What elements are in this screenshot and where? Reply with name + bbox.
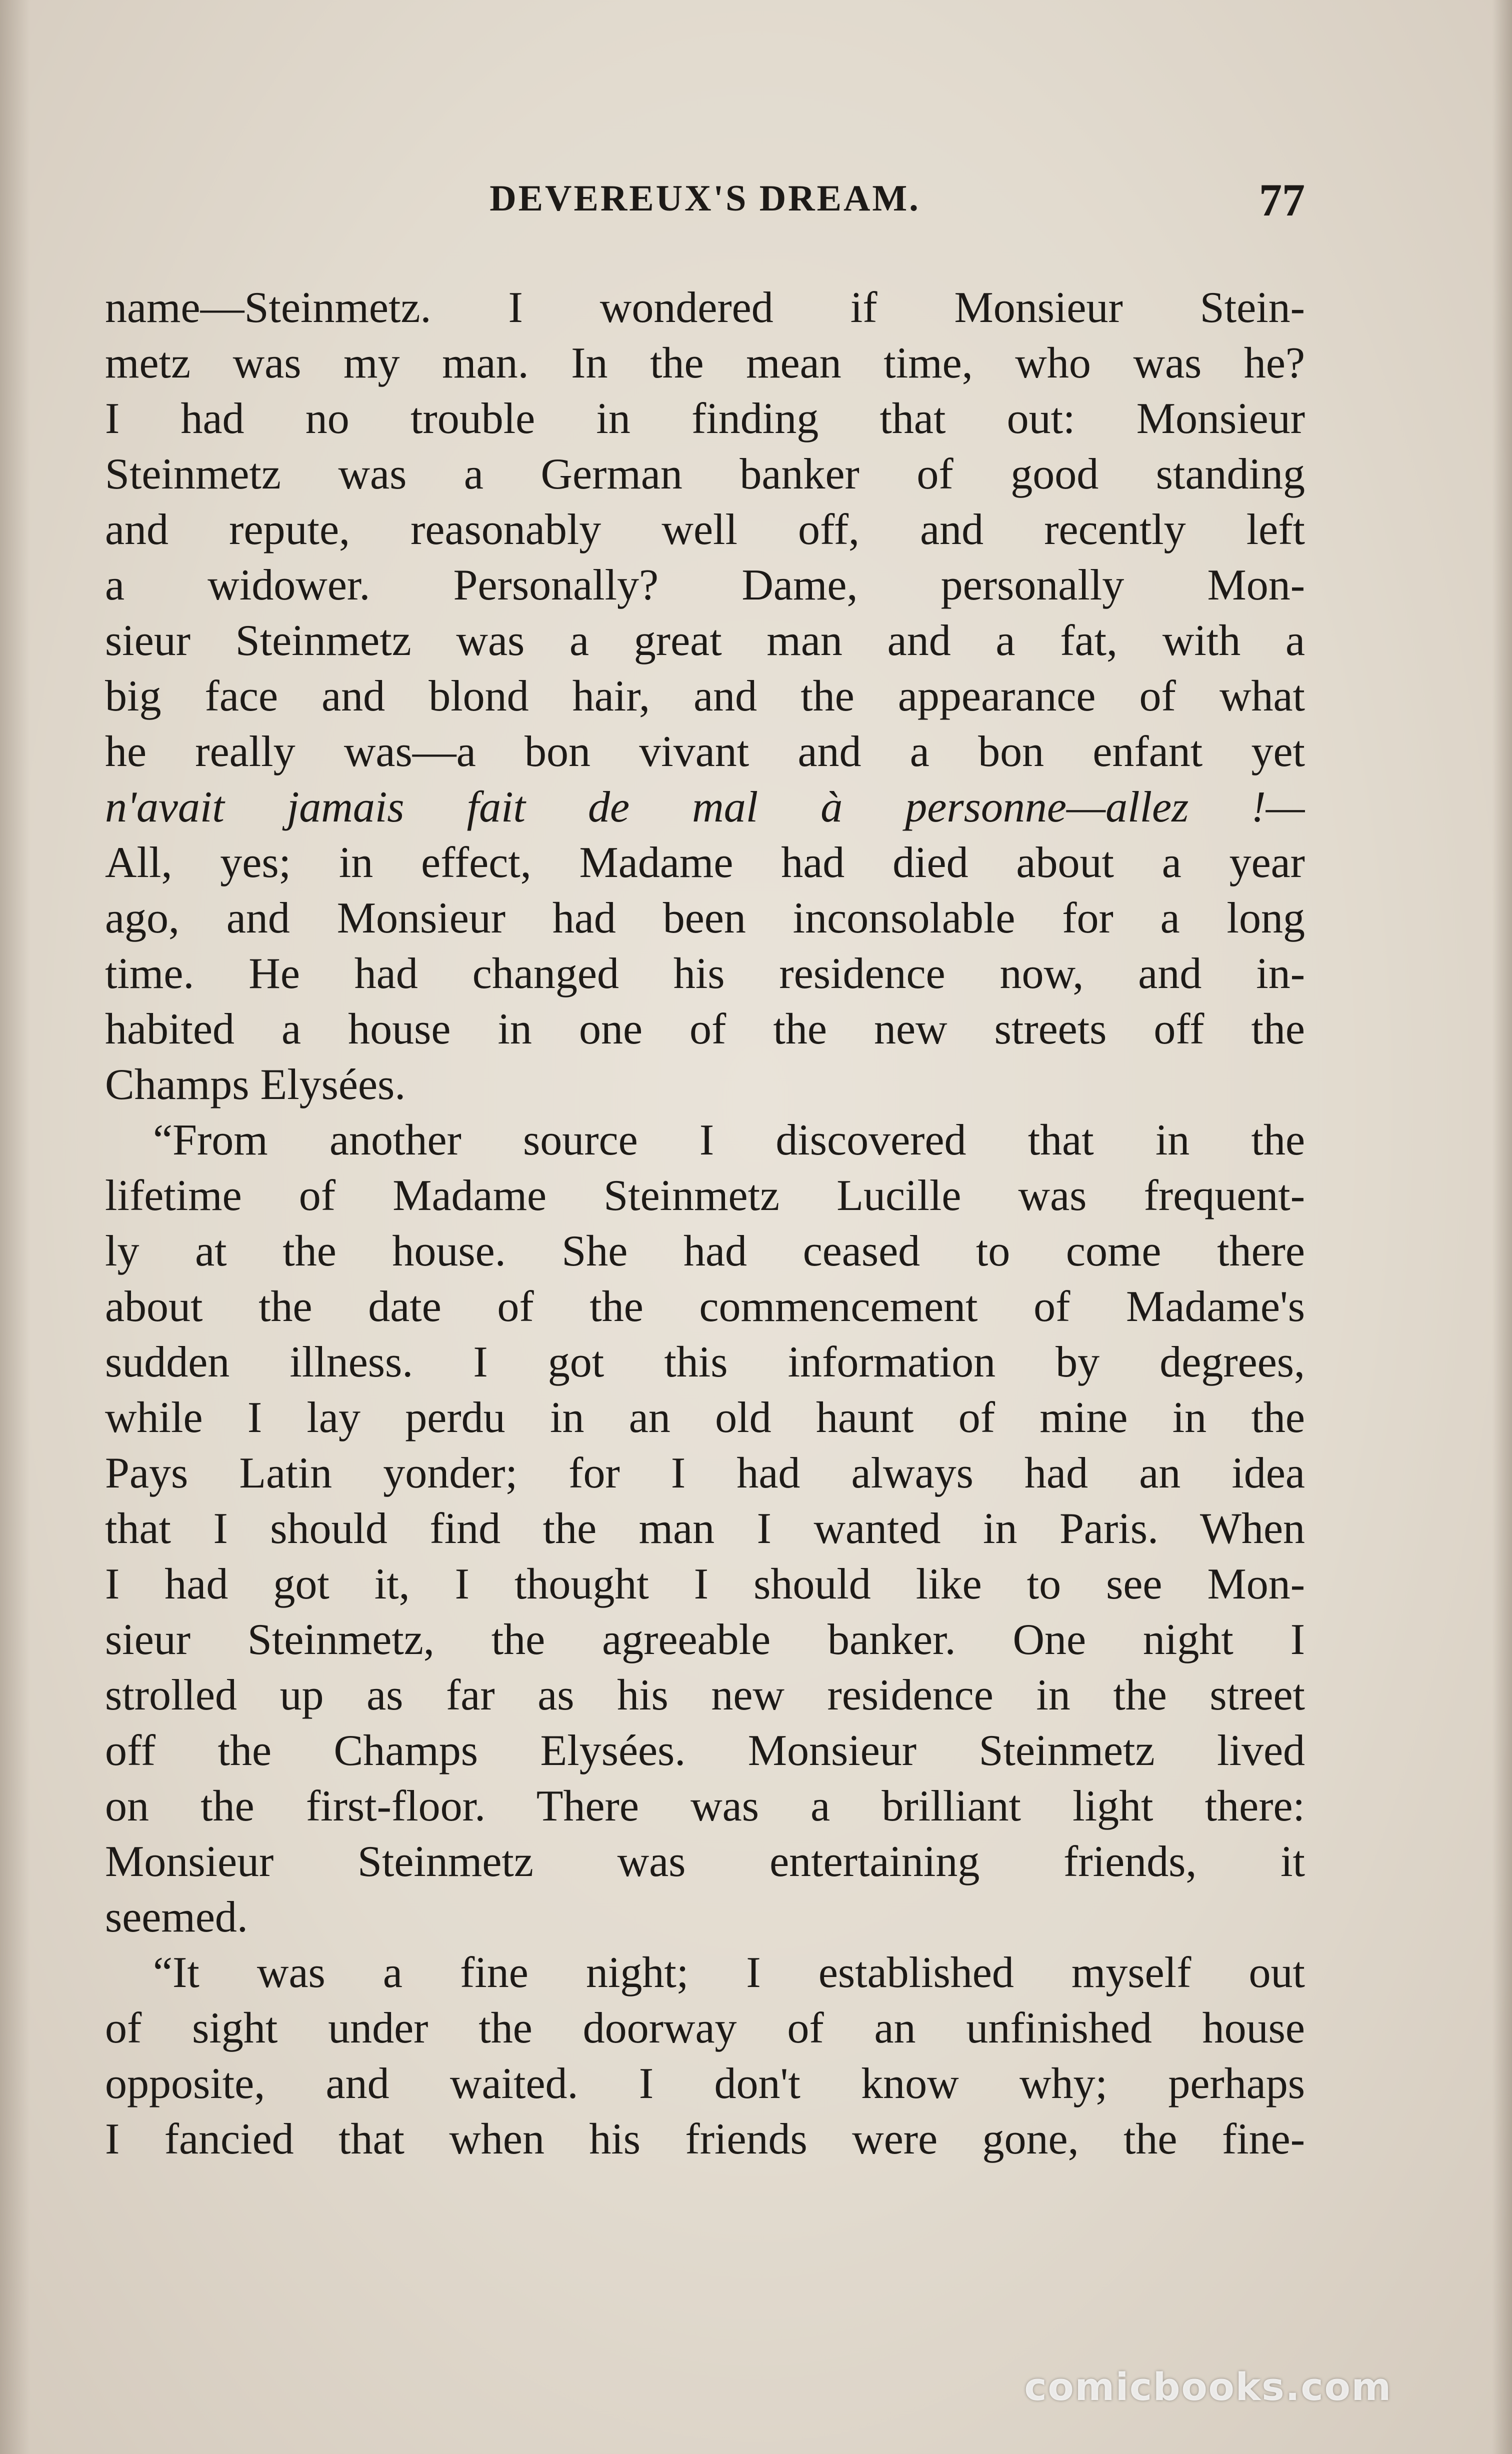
text-line: I fancied that when his friends were gone, the fine- bbox=[105, 2115, 1305, 2164]
text-line: a widower. Personally? Dame, personally Mon- bbox=[105, 561, 1305, 610]
text-line: sieur Steinmetz, the agreeable banker. One night I bbox=[105, 1616, 1305, 1664]
text-line: “It was a fine night; I established myself out bbox=[153, 1948, 1305, 1997]
text-line: sieur Steinmetz was a great man and a fat, with a bbox=[105, 616, 1305, 665]
text-line: seemed. bbox=[105, 1893, 248, 1942]
text-line: name—Steinmetz. I wondered if Monsieur Stein- bbox=[105, 284, 1305, 332]
text-line: lifetime of Madame Steinmetz Lucille was frequent- bbox=[105, 1172, 1305, 1220]
running-title: DEVEREUX'S DREAM. bbox=[490, 178, 920, 219]
text-line: Champs Elysées. bbox=[105, 1060, 406, 1109]
text-line: Steinmetz was a German banker of good standing bbox=[105, 450, 1305, 498]
text-line: strolled up as far as his new residence in the street bbox=[105, 1671, 1305, 1720]
text-line: I had no trouble in finding that out: Monsieur bbox=[105, 394, 1305, 443]
text-line: that I should find the man I wanted in Paris. When bbox=[105, 1504, 1305, 1553]
page-edge-shadow bbox=[1492, 0, 1512, 2454]
text-line: opposite, and waited. I don't know why; perhaps bbox=[105, 2060, 1305, 2108]
text-line: about the date of the commencement of Madame's bbox=[105, 1282, 1305, 1331]
text-line: and repute, reasonably well off, and recently left bbox=[105, 506, 1305, 554]
text-line: sudden illness. I got this information by degrees, bbox=[105, 1338, 1305, 1386]
page-number: 77 bbox=[1259, 174, 1305, 226]
page-gutter-shadow bbox=[0, 0, 30, 2454]
text-line: Monsieur Steinmetz was entertaining friends, it bbox=[105, 1838, 1305, 1886]
text-line: Pays Latin yonder; for I had always had an idea bbox=[105, 1449, 1305, 1498]
text-line: off the Champs Elysées. Monsieur Steinmetz lived bbox=[105, 1726, 1305, 1775]
text-line: big face and blond hair, and the appearance of what bbox=[105, 672, 1305, 720]
text-line: habited a house in one of the new streets off the bbox=[105, 1005, 1305, 1054]
text-line: ago, and Monsieur had been inconsolable for a long bbox=[105, 894, 1305, 942]
text-line: “From another source I discovered that in the bbox=[153, 1116, 1305, 1164]
text-line: of sight under the doorway of an unfinished house bbox=[105, 2004, 1305, 2052]
site-watermark: comicbooks.com bbox=[1024, 2364, 1392, 2409]
text-line: I had got it, I thought I should like to see Mon- bbox=[105, 1560, 1305, 1608]
text-line: he really was—a bon vivant and a bon enfant yet bbox=[105, 728, 1305, 776]
text-line: metz was my man. In the mean time, who was he? bbox=[105, 339, 1305, 388]
text-line: All, yes; in effect, Madame had died about a year bbox=[105, 838, 1305, 887]
body-text bbox=[105, 280, 1305, 2167]
text-line: time. He had changed his residence now, and in- bbox=[105, 950, 1305, 998]
text-line: while I lay perdu in an old haunt of mine in the bbox=[105, 1394, 1305, 1442]
running-head bbox=[105, 174, 1305, 232]
text-line: on the first-floor. There was a brilliant light there: bbox=[105, 1782, 1305, 1830]
text-line: ly at the house. She had ceased to come there bbox=[105, 1227, 1305, 1276]
text-line: n'avait jamais fait de mal à personne—allez !— bbox=[105, 783, 1305, 832]
